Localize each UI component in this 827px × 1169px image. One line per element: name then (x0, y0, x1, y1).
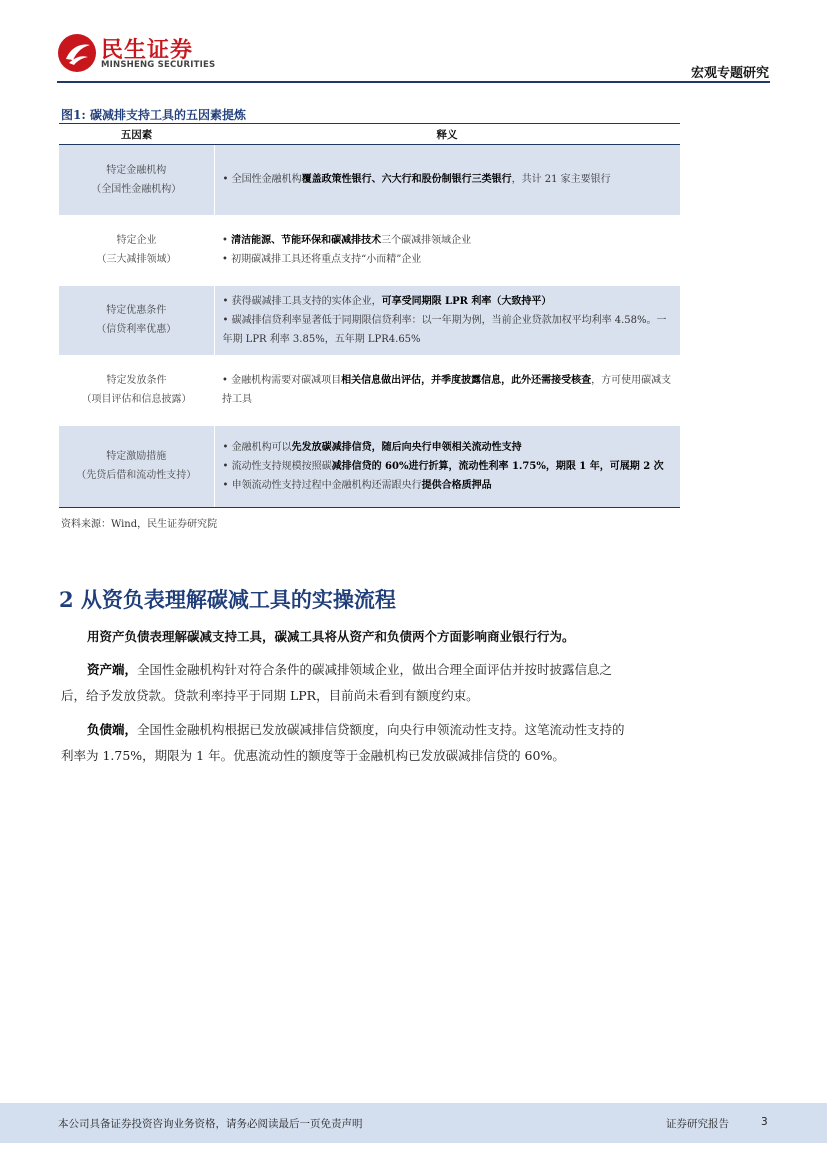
definition-line: • 碳减排信贷利率显著低于同期限信贷利率：以一年期为例，当前企业贷款加权平均利率 4.58%。一年期 LPR 利率 3.85%，五年期 LPR4.65% (222, 314, 667, 345)
page-footer (0, 1103, 827, 1143)
factor-subtitle: （先贷后借和流动性支持） (76, 470, 197, 482)
figure-source: 资料来源：Wind，民生证券研究院 (61, 519, 218, 530)
minsheng-logo-icon (57, 33, 97, 73)
footer-doc-type: 证券研究报告 (666, 1118, 729, 1130)
factor-subtitle: （信贷利率优惠） (96, 324, 177, 335)
definition-line: • 流动性支持规模按照碳减排信贷的 60%进行折算，流动性利率 1.75%，期限 1 年，可展期 2 次 (222, 460, 664, 472)
column-header-definition: 释义 (214, 124, 680, 145)
definition-cell (214, 426, 680, 508)
footer-disclaimer: 本公司具备证券投资咨询业务资格，请务必阅读最后一页免责声明 (58, 1118, 363, 1130)
report-type-label: 宏观专题研究 (690, 66, 769, 81)
five-factor-table (59, 123, 680, 508)
table-row (59, 355, 680, 426)
column-header-factor: 五因素 (59, 124, 214, 145)
asset-text: 全国性金融机构针对符合条件的碳减排领域企业，做出合理全面评估并按时披露信息之后，给予发放贷款。贷款利率持平于同期 LPR，目前尚未看到有额度约束。 (61, 662, 613, 703)
liability-text: 全国性金融机构根据已发放碳减排信贷额度，向央行申领流动性支持。这笔流动性支持的利率为 1.75%，期限为 1 年。优惠流动性的额度等于金融机构已发放碳减排信贷的 60%。 (61, 722, 625, 763)
table-row (59, 286, 680, 355)
definition-cell (214, 145, 680, 215)
definition-line: • 全国性金融机构覆盖政策性银行、六大行和股份制银行三类银行，共计 21 家主要银行 (222, 174, 611, 186)
factor-subtitle: （项目评估和信息披露） (81, 394, 192, 405)
definition-line: • 金融机构可以先发放碳减排信贷，随后向央行申领相关流动性支持 (222, 441, 522, 453)
section-heading: 2 从资负表理解碳减工具的实操流程 (59, 587, 396, 612)
table-row (59, 426, 680, 508)
definition-cell (214, 286, 680, 355)
header-divider (57, 81, 770, 83)
definition-cell (214, 215, 680, 286)
definition-line: • 获得碳减排工具支持的实体企业，可享受同期限 LPR 利率（大致持平） (222, 295, 552, 307)
factor-name: 特定发放条件 (106, 375, 167, 386)
table-header-row (59, 124, 680, 145)
logo-chinese-name: 民生证券 (101, 38, 194, 63)
factor-cell (59, 426, 214, 508)
table-row (59, 145, 680, 215)
factor-cell (59, 145, 214, 215)
definition-line: • 清洁能源、节能环保和碳减排技术三个碳减排领域企业 (222, 235, 472, 246)
asset-paragraph (61, 657, 627, 709)
page-header (0, 0, 827, 85)
factor-cell (59, 286, 214, 355)
factor-subtitle: （三大减排领域） (96, 254, 177, 265)
definition-line: • 申领流动性支持过程中金融机构还需跟央行提供合格质押品 (222, 479, 492, 491)
asset-label: 资产端， (87, 662, 138, 677)
page-number: 3 (761, 1116, 768, 1128)
definition-line: • 初期碳减排工具还将重点支持“小而精”企业 (222, 254, 422, 265)
factor-name: 特定金融机构 (106, 164, 167, 176)
table-row (59, 215, 680, 286)
factor-name: 特定优惠条件 (106, 305, 167, 316)
factor-subtitle: （全国性金融机构） (91, 183, 182, 195)
logo-english-name: MINSHENG SECURITIES (101, 60, 216, 70)
factor-cell (59, 355, 214, 426)
figure-title: 图1: 碳减排支持工具的五因素提炼 (61, 108, 246, 122)
factor-name: 特定企业 (116, 235, 157, 246)
definition-line: • 金融机构需要对碳减项目相关信息做出评估，并季度披露信息，此外还需接受核查，方可使用碳减支持工具 (222, 375, 672, 405)
factor-cell (59, 215, 214, 286)
intro-paragraph: 用资产负债表理解碳减支持工具，碳减工具将从资产和负债两个方面影响商业银行行为。 (87, 629, 575, 644)
definition-cell (214, 355, 680, 426)
company-logo (57, 33, 216, 73)
liability-label: 负债端， (87, 722, 138, 737)
liability-paragraph (61, 717, 627, 769)
factor-name: 特定激励措施 (106, 451, 167, 463)
